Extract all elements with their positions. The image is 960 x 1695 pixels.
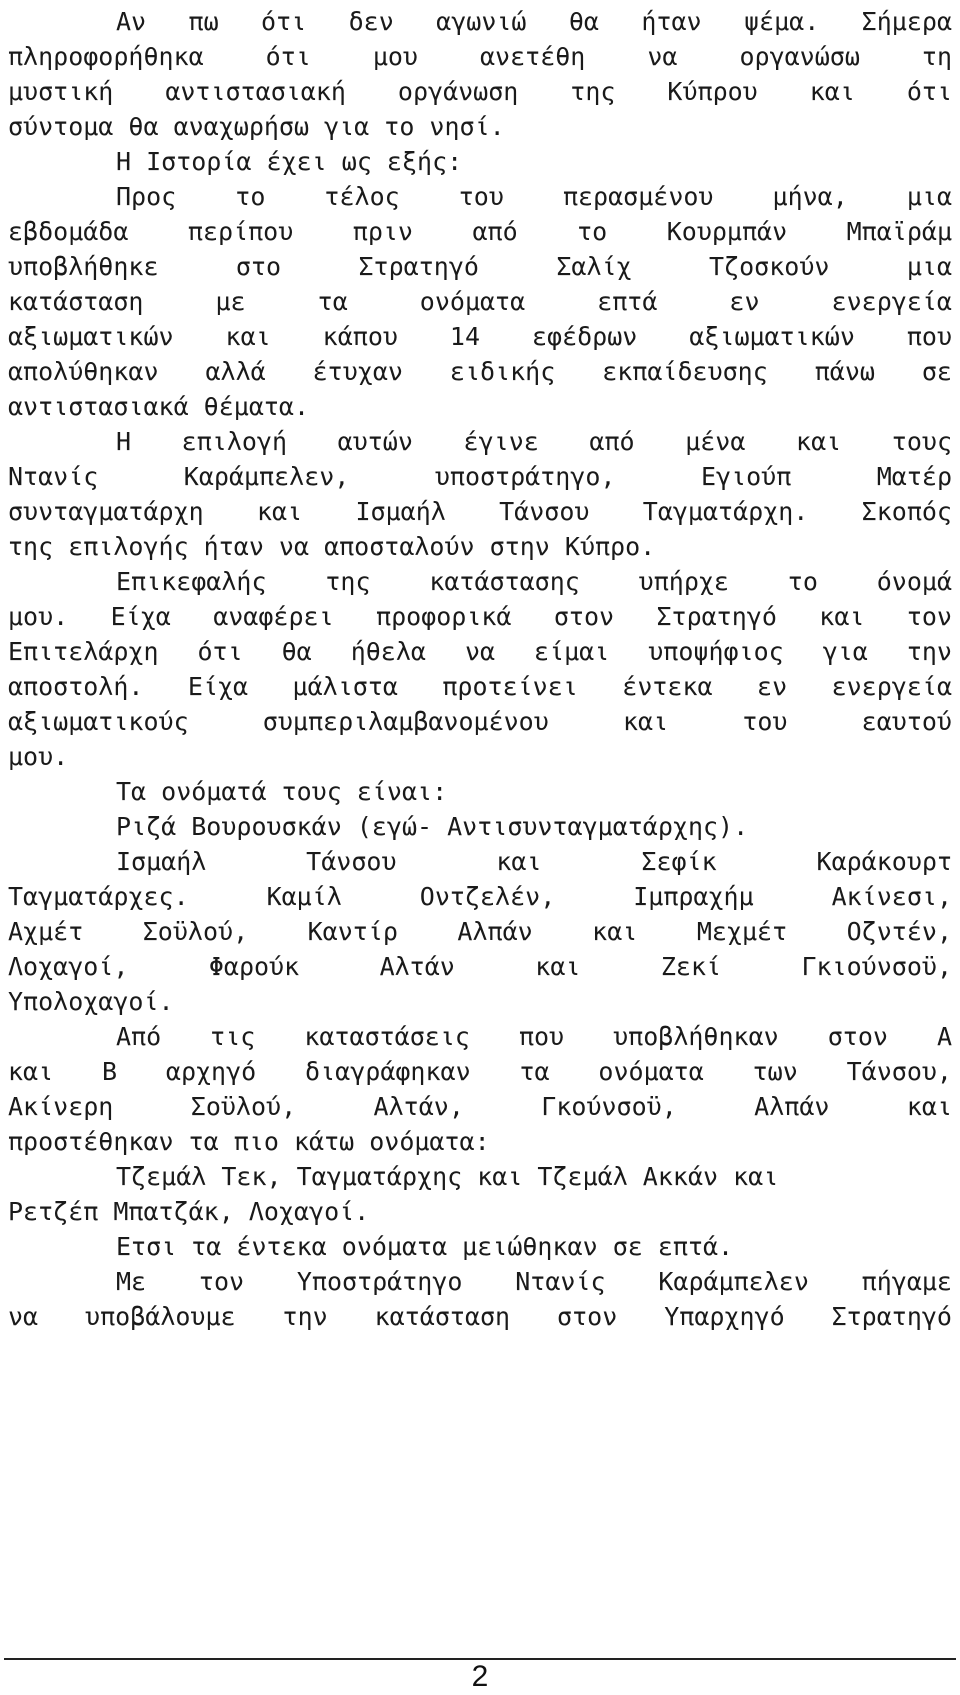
text-line-31: και Β αρχηγό διαγράφηκαν τα ονόματα των Τάνσου, xyxy=(8,1057,952,1086)
text-line-10: αξιωματικών και κάπου 14 εφέδρων αξιωματικών που xyxy=(8,322,952,351)
text-line-4: σύντομα θα αναχωρήσω για το νησί. xyxy=(8,112,505,141)
text-line-26: Ταγματάρχες. Καμίλ Οντζελέν, Ιμπραχήμ Ακίνεσι, xyxy=(8,882,952,911)
text-line-27: Αχμέτ Σοϋλού, Καντίρ Αλπάν και Μεχμέτ Οζντέν, xyxy=(8,917,952,946)
text-line-24: Ριζά Βουρουσκάν (εγώ- Αντισυνταγματάρχης). xyxy=(116,812,749,841)
text-line-16: της επιλογής ήταν να αποσταλούν στην Κύπρο. xyxy=(8,532,656,561)
page-number: 2 xyxy=(471,1660,489,1693)
text-line-14: Ντανίς Καράμπελεν, υποστράτηγο, Εγιούπ Ματέρ xyxy=(8,462,952,491)
text-line-5: Η Ιστορία έχει ως εξής: xyxy=(116,147,463,176)
text-line-25: Ισμαήλ Τάνσου και Σεφίκ Καράκουρτ xyxy=(116,847,952,876)
text-line-28: Λοχαγοί, Φαρούκ Αλτάν και Ζεκί Γκιούνσοϋ, xyxy=(8,952,952,981)
text-line-36: Ετσι τα έντεκα ονόματα μειώθηκαν σε επτά. xyxy=(116,1232,734,1261)
text-line-21: αξιωματικούς συμπεριλαμβανομένου και του εαυτού xyxy=(8,707,952,736)
text-line-30: Από τις καταστάσεις που υποβλήθηκαν στον Α xyxy=(116,1022,952,1051)
text-line-34: Τζεμάλ Τεκ, Ταγματάρχης και Τζεμάλ Ακκάν και xyxy=(116,1162,779,1191)
text-line-7: εβδομάδα περίπου πριν από το Κουρμπάν Μπαϊράμ xyxy=(8,217,952,246)
text-line-2: πληροφορήθηκα ότι μου ανετέθη να οργανώσω τη xyxy=(8,42,952,71)
text-line-17: Επικεφαλής της κατάστασης υπήρχε το όνομά xyxy=(116,567,952,596)
text-line-23: Τα ονόματά τους είναι: xyxy=(116,777,448,806)
text-line-8: υποβλήθηκε στο Στρατηγό Σαλίχ Τζοσκούν μια xyxy=(8,252,952,281)
text-line-6: Προς το τέλος του περασμένου μήνα, μια xyxy=(116,182,952,211)
text-line-12: αντιστασιακά θέματα. xyxy=(8,392,310,421)
text-line-13: Η επιλογή αυτών έγινε από μένα και τους xyxy=(116,427,952,456)
text-line-19: Επιτελάρχη ότι θα ήθελα να είμαι υποψήφιος για την xyxy=(8,637,952,666)
text-line-1: Αν πω ότι δεν αγωνιώ θα ήταν ψέμα. Σήμερα xyxy=(116,7,952,36)
text-line-9: κατάσταση με τα ονόματα επτά εν ενεργεία xyxy=(8,287,952,316)
text-line-22: μου. xyxy=(8,742,69,771)
document-body xyxy=(8,4,952,1334)
text-line-35: Ρετζέπ Μπατζάκ, Λοχαγοί. xyxy=(8,1197,370,1226)
text-line-29: Υπολοχαγοί. xyxy=(8,987,174,1016)
text-line-18: μου. Είχα αναφέρει προφορικά στον Στρατηγό και τον xyxy=(8,602,952,631)
text-line-15: συνταγματάρχη και Ισμαήλ Τάνσου Ταγματάρχη. Σκοπός xyxy=(8,497,952,526)
text-line-3: μυστική αντιστασιακή οργάνωση της Κύπρου και ότι xyxy=(8,77,952,106)
text-line-37: Με τον Υποστράτηγο Ντανίς Καράμπελεν πήγαμε xyxy=(116,1267,952,1296)
text-line-11: απολύθηκαν αλλά έτυχαν ειδικής εκπαίδευσης πάνω σε xyxy=(8,357,952,386)
text-line-33: προστέθηκαν τα πιο κάτω ονόματα: xyxy=(8,1127,490,1156)
text-line-32: Ακίνερη Σοϋλού, Αλτάν, Γκούνσοϋ, Αλπάν και xyxy=(8,1092,952,1121)
text-line-20: αποστολή. Είχα μάλιστα προτείνει έντεκα εν ενεργεία xyxy=(8,672,952,701)
text-line-38: να υποβάλουμε την κατάσταση στον Υπαρχηγό Στρατηγό xyxy=(8,1302,952,1331)
